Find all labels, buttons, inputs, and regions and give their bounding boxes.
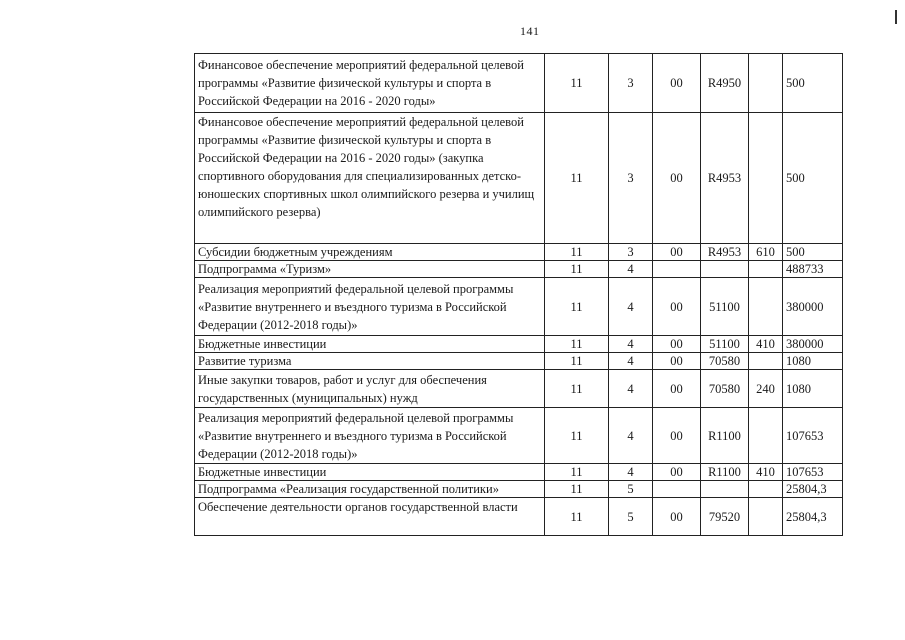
table-row <box>195 244 843 261</box>
row-name: Реализация мероприятий федеральной целевой программы «Развитие внутреннего и въездного туризма в Российской Федерации (2012-2018 годы)» <box>195 278 545 336</box>
row-program: 00 <box>653 113 701 244</box>
row-article <box>701 261 749 278</box>
table-row <box>195 113 843 244</box>
row-article: 79520 <box>701 498 749 536</box>
table-row <box>195 278 843 336</box>
row-section: 11 <box>545 113 609 244</box>
row-name: Иные закупки товаров, работ и услуг для обеспечения государственных (муниципальных) нужд <box>195 370 545 408</box>
row-name: Развитие туризма <box>195 353 545 370</box>
row-section: 11 <box>545 464 609 481</box>
row-article: 70580 <box>701 370 749 408</box>
table-row <box>195 336 843 353</box>
row-subsection: 5 <box>609 498 653 536</box>
row-article <box>701 481 749 498</box>
row-section: 11 <box>545 54 609 113</box>
row-program: 00 <box>653 498 701 536</box>
row-sum: 25804,3 <box>783 481 843 498</box>
row-program <box>653 481 701 498</box>
row-subsection: 4 <box>609 464 653 481</box>
row-section: 11 <box>545 336 609 353</box>
row-expense-type <box>749 278 783 336</box>
row-sum: 500 <box>783 113 843 244</box>
row-section: 11 <box>545 408 609 464</box>
row-section: 11 <box>545 481 609 498</box>
row-subsection: 4 <box>609 370 653 408</box>
row-article: R1100 <box>701 408 749 464</box>
row-section: 11 <box>545 278 609 336</box>
table-row <box>195 261 843 278</box>
row-name: Бюджетные инвестиции <box>195 336 545 353</box>
scan-edge-mark <box>895 10 897 24</box>
row-sum: 25804,3 <box>783 498 843 536</box>
table-row <box>195 464 843 481</box>
row-name: Подпрограмма «Туризм» <box>195 261 545 278</box>
table-row <box>195 408 843 464</box>
row-program: 00 <box>653 278 701 336</box>
table-row <box>195 481 843 498</box>
row-subsection: 4 <box>609 408 653 464</box>
row-program: 00 <box>653 336 701 353</box>
row-sum: 488733 <box>783 261 843 278</box>
row-expense-type <box>749 408 783 464</box>
row-expense-type: 240 <box>749 370 783 408</box>
row-article: R4950 <box>701 54 749 113</box>
row-expense-type <box>749 113 783 244</box>
row-name: Субсидии бюджетным учреждениям <box>195 244 545 261</box>
row-name: Финансовое обеспечение мероприятий федеральной целевой программы «Развитие физической культуры и спорта в Российской Федерации на 2016 - 2020 годы» (закупка спортивного оборудования для специализированных детско-юношеских спортивных школ олимпийского резерва и училищ олимпийского резерва) <box>195 113 545 244</box>
row-program: 00 <box>653 408 701 464</box>
row-subsection: 4 <box>609 336 653 353</box>
row-expense-type <box>749 261 783 278</box>
row-article: R4953 <box>701 244 749 261</box>
row-subsection: 4 <box>609 353 653 370</box>
row-expense-type <box>749 498 783 536</box>
row-sum: 380000 <box>783 278 843 336</box>
row-name: Реализация мероприятий федеральной целевой программы «Развитие внутреннего и въездного туризма в Российской Федерации (2012-2018 годы)» <box>195 408 545 464</box>
row-program: 00 <box>653 370 701 408</box>
row-sum: 107653 <box>783 408 843 464</box>
row-sum: 380000 <box>783 336 843 353</box>
row-program <box>653 261 701 278</box>
row-section: 11 <box>545 370 609 408</box>
row-article: R1100 <box>701 464 749 481</box>
row-name: Обеспечение деятельности органов государственной власти <box>195 498 545 536</box>
row-name: Финансовое обеспечение мероприятий федеральной целевой программы «Развитие физической культуры и спорта в Российской Федерации на 2016 - 2020 годы» <box>195 54 545 113</box>
row-expense-type: 410 <box>749 336 783 353</box>
row-program: 00 <box>653 353 701 370</box>
row-article: 51100 <box>701 278 749 336</box>
row-section: 11 <box>545 261 609 278</box>
row-article: 70580 <box>701 353 749 370</box>
row-subsection: 4 <box>609 261 653 278</box>
table-row <box>195 370 843 408</box>
table-row <box>195 498 843 536</box>
row-section: 11 <box>545 244 609 261</box>
row-sum: 107653 <box>783 464 843 481</box>
row-sum: 500 <box>783 54 843 113</box>
row-expense-type <box>749 54 783 113</box>
row-expense-type: 410 <box>749 464 783 481</box>
row-subsection: 3 <box>609 244 653 261</box>
row-name: Подпрограмма «Реализация государственной политики» <box>195 481 545 498</box>
row-subsection: 3 <box>609 54 653 113</box>
row-article: R4953 <box>701 113 749 244</box>
row-program: 00 <box>653 244 701 261</box>
row-subsection: 3 <box>609 113 653 244</box>
row-program: 00 <box>653 54 701 113</box>
row-subsection: 5 <box>609 481 653 498</box>
row-expense-type <box>749 353 783 370</box>
row-article: 51100 <box>701 336 749 353</box>
row-expense-type <box>749 481 783 498</box>
row-program: 00 <box>653 464 701 481</box>
row-subsection: 4 <box>609 278 653 336</box>
budget-table <box>194 53 843 536</box>
row-name: Бюджетные инвестиции <box>195 464 545 481</box>
row-section: 11 <box>545 498 609 536</box>
row-expense-type: 610 <box>749 244 783 261</box>
row-section: 11 <box>545 353 609 370</box>
page-number: 141 <box>520 24 540 38</box>
table-row <box>195 54 843 113</box>
row-sum: 500 <box>783 244 843 261</box>
row-sum: 1080 <box>783 370 843 408</box>
table-row <box>195 353 843 370</box>
row-sum: 1080 <box>783 353 843 370</box>
